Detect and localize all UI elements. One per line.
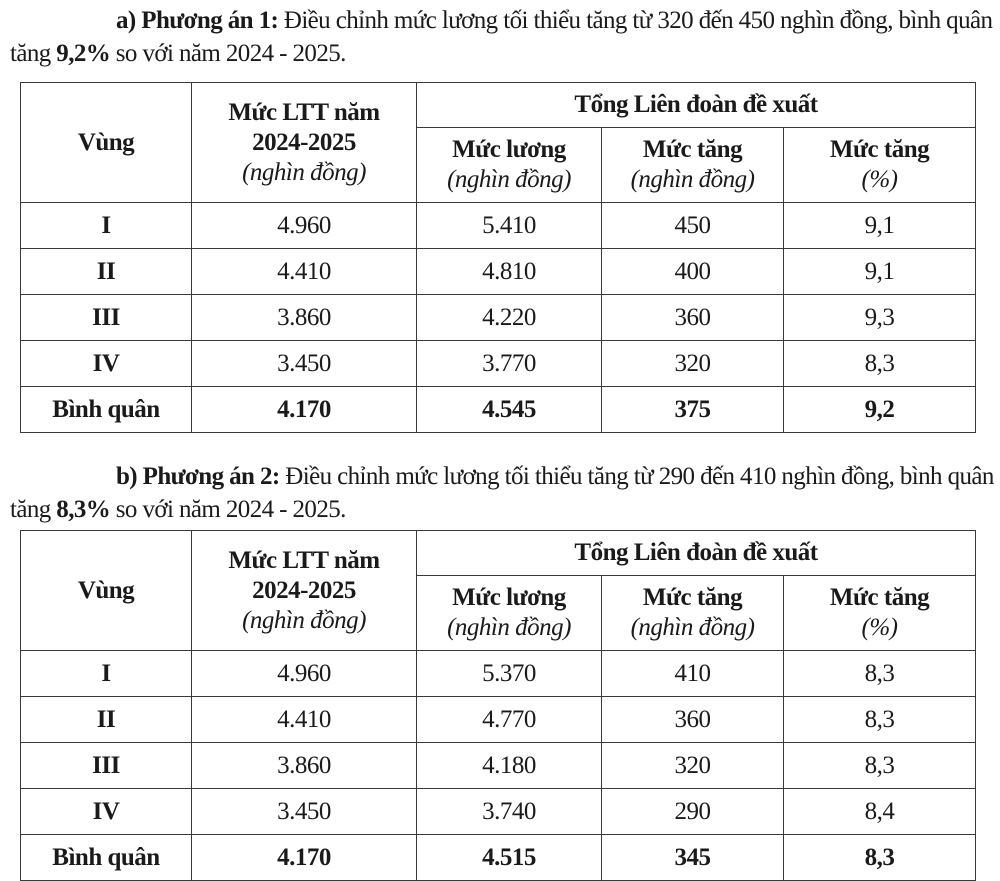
- header-base-wage-unit: (nghìn đồng): [242, 606, 366, 634]
- option-1-table: [20, 82, 976, 433]
- header-base-wage-unit: (nghìn đồng): [242, 158, 366, 186]
- option-2-paragraph: [10, 460, 995, 526]
- cell-region: I: [21, 203, 192, 249]
- table-row: [21, 651, 976, 697]
- cell-salary: 4.810: [417, 249, 602, 295]
- cell-region: Bình quân: [21, 835, 192, 881]
- cell-pct: 9,1: [784, 249, 976, 295]
- table-row: [21, 341, 976, 387]
- cell-region: IV: [21, 341, 192, 387]
- header-salary-title: Mức lương: [452, 136, 566, 163]
- option-2-text: Điều chỉnh mức lương tối thiểu tăng từ 290 đến 410 nghìn đồng, bình quân tăng: [10, 463, 994, 523]
- cell-salary: 4.220: [417, 295, 602, 341]
- header-proposal-group: Tổng Liên đoàn đề xuất: [417, 531, 976, 576]
- cell-pct: 8,3: [784, 697, 976, 743]
- cell-base: 3.860: [192, 295, 417, 341]
- cell-base: 3.450: [192, 341, 417, 387]
- cell-pct: 9,3: [784, 295, 976, 341]
- header-increase: [602, 576, 784, 651]
- header-base-wage-title: Mức LTT năm 2024-2025: [228, 546, 380, 604]
- cell-region: III: [21, 295, 192, 341]
- cell-base: 4.410: [192, 249, 417, 295]
- header-pct-unit: (%): [861, 614, 898, 641]
- cell-salary: 4.770: [417, 697, 602, 743]
- cell-salary: 5.370: [417, 651, 602, 697]
- header-region: Vùng: [21, 531, 192, 651]
- cell-increase: 410: [602, 651, 784, 697]
- cell-base: 4.170: [192, 835, 417, 881]
- header-region: Vùng: [21, 83, 192, 203]
- cell-increase: 400: [602, 249, 784, 295]
- header-increase-title: Mức tăng: [642, 136, 743, 163]
- header-increase: [602, 128, 784, 203]
- header-pct-unit: (%): [861, 166, 898, 193]
- cell-increase: 450: [602, 203, 784, 249]
- header-increase-unit: (nghìn đồng): [630, 166, 755, 193]
- cell-base: 4.410: [192, 697, 417, 743]
- option-2-label: b) Phương án 2:: [116, 463, 280, 490]
- cell-increase: 360: [602, 697, 784, 743]
- table-row: [21, 295, 976, 341]
- table-row: [21, 697, 976, 743]
- cell-region: I: [21, 651, 192, 697]
- option-2-text-end: so với năm 2024 - 2025.: [110, 496, 346, 523]
- cell-salary: 4.515: [417, 835, 602, 881]
- cell-region: III: [21, 743, 192, 789]
- cell-increase: 345: [602, 835, 784, 881]
- cell-increase: 360: [602, 295, 784, 341]
- cell-increase: 375: [602, 387, 784, 433]
- cell-base: 3.450: [192, 789, 417, 835]
- header-increase-pct: [784, 576, 976, 651]
- header-pct-title: Mức tăng: [829, 584, 930, 611]
- cell-salary: 4.180: [417, 743, 602, 789]
- cell-increase: 320: [602, 341, 784, 387]
- option-2-table: [20, 530, 976, 881]
- table-row: [21, 789, 976, 835]
- cell-base: 3.860: [192, 743, 417, 789]
- cell-region: Bình quân: [21, 387, 192, 433]
- cell-region: II: [21, 249, 192, 295]
- cell-base: 4.960: [192, 651, 417, 697]
- option-1-text: Điều chỉnh mức lương tối thiểu tăng từ 320 đến 450 nghìn đồng, bình quân tăng: [10, 7, 993, 67]
- cell-region: II: [21, 697, 192, 743]
- cell-increase: 290: [602, 789, 784, 835]
- header-salary-unit: (nghìn đồng): [447, 614, 571, 641]
- cell-pct: 8,3: [784, 651, 976, 697]
- cell-pct: 8,3: [784, 743, 976, 789]
- cell-salary: 4.545: [417, 387, 602, 433]
- cell-salary: 3.740: [417, 789, 602, 835]
- header-increase-pct: [784, 128, 976, 203]
- option-2-average-pct: 8,3%: [56, 496, 111, 523]
- cell-pct: 8,3: [784, 835, 976, 881]
- option-1-average-pct: 9,2%: [56, 40, 111, 67]
- option-1-text-end: so với năm 2024 - 2025.: [110, 40, 346, 67]
- cell-increase: 320: [602, 743, 784, 789]
- header-increase-title: Mức tăng: [642, 584, 743, 611]
- header-base-wage: [192, 83, 417, 203]
- cell-pct: 9,2: [784, 387, 976, 433]
- header-salary: [417, 128, 602, 203]
- table-row: [21, 743, 976, 789]
- option-1-label: a) Phương án 1:: [116, 7, 279, 34]
- header-increase-unit: (nghìn đồng): [630, 614, 755, 641]
- cell-region: IV: [21, 789, 192, 835]
- cell-pct: 8,3: [784, 341, 976, 387]
- cell-base: 4.170: [192, 387, 417, 433]
- cell-pct: 8,4: [784, 789, 976, 835]
- cell-salary: 3.770: [417, 341, 602, 387]
- header-base-wage-title: Mức LTT năm 2024-2025: [228, 98, 380, 156]
- option-1-paragraph: [10, 4, 995, 70]
- header-salary: [417, 576, 602, 651]
- table-row: [21, 203, 976, 249]
- cell-base: 4.960: [192, 203, 417, 249]
- table-row: [21, 249, 976, 295]
- table-row-average: [21, 387, 976, 433]
- header-salary-unit: (nghìn đồng): [447, 166, 571, 193]
- header-pct-title: Mức tăng: [829, 136, 930, 163]
- header-base-wage: [192, 531, 417, 651]
- cell-pct: 9,1: [784, 203, 976, 249]
- cell-salary: 5.410: [417, 203, 602, 249]
- header-salary-title: Mức lương: [452, 584, 566, 611]
- header-proposal-group: Tổng Liên đoàn đề xuất: [417, 83, 976, 128]
